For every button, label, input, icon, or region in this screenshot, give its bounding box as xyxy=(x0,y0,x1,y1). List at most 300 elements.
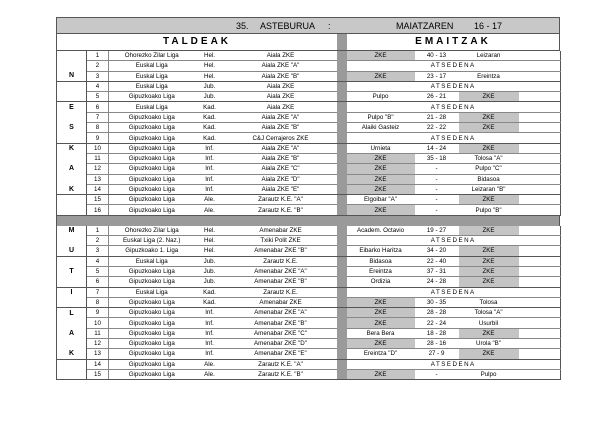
league-cell: Gipuzkoako Liga xyxy=(109,297,195,307)
score-cell: - xyxy=(415,369,459,379)
spacer-cell xyxy=(519,328,561,338)
team-cell: Aiala ZKE "B" xyxy=(225,153,337,163)
league-cell: Gipuzkoako Liga xyxy=(109,308,195,318)
rest-cell: ATSEDENA xyxy=(347,287,561,297)
score-cell: - xyxy=(415,184,459,194)
category-cell: Hel. xyxy=(195,51,225,61)
table-row xyxy=(57,184,561,194)
category-cell: Inf. xyxy=(195,328,225,338)
score-cell: - xyxy=(415,205,459,215)
separator-cell xyxy=(337,205,347,215)
header-colon: : xyxy=(328,20,331,31)
category-cell: Jub. xyxy=(195,277,225,287)
separator-cell xyxy=(337,339,347,349)
separator-cell xyxy=(337,51,347,61)
category-cell: Hel. xyxy=(195,71,225,81)
separator-cell xyxy=(337,92,347,102)
team-cell: Aiala ZKE "A" xyxy=(225,143,337,153)
team-cell: Aiala ZKE "D" xyxy=(225,174,337,184)
group-letter xyxy=(57,51,87,61)
spacer-cell xyxy=(519,297,561,307)
separator-cell xyxy=(337,256,347,266)
group-letter: A xyxy=(57,164,87,174)
score-cell: 28 - 28 xyxy=(415,308,459,318)
row-number: 10 xyxy=(87,143,109,153)
row-number: 3 xyxy=(87,71,109,81)
table-row xyxy=(57,287,561,297)
home-team-cell: ZKE xyxy=(347,205,415,215)
spacer-cell xyxy=(519,153,561,163)
separator-cell xyxy=(337,349,347,359)
league-cell: Gipuzkoako Liga xyxy=(109,318,195,328)
group-letter: A xyxy=(57,328,87,338)
spacer-cell xyxy=(519,51,561,61)
team-cell: Txiki Polit ZKE xyxy=(225,236,337,246)
group-letter xyxy=(57,369,87,379)
score-cell: 24 - 28 xyxy=(415,277,459,287)
team-cell: Amenabar ZKE "B" xyxy=(225,246,337,256)
separator-cell xyxy=(337,143,347,153)
away-team-cell: ZKE xyxy=(459,143,519,153)
team-cell: Zarautz K.E. "B" xyxy=(225,369,337,379)
home-team-cell: ZKE xyxy=(347,153,415,163)
week-header xyxy=(56,17,560,34)
team-cell: Amenabar ZKE "A" xyxy=(225,266,337,276)
league-cell: Gipuzkoako Liga xyxy=(109,369,195,379)
rest-cell: ATSEDENA xyxy=(347,81,561,91)
score-cell: 30 - 35 xyxy=(415,297,459,307)
month-label: MAIATZAREN xyxy=(396,20,454,31)
group-letter: I xyxy=(57,287,87,297)
score-cell: - xyxy=(415,164,459,174)
home-team-cell: ZKE xyxy=(347,71,415,81)
group-letter: L xyxy=(57,308,87,318)
league-cell: Gipuzkoako 1. Liga xyxy=(109,246,195,256)
table-row xyxy=(57,349,561,359)
row-number: 1 xyxy=(87,51,109,61)
team-cell: Amenabar ZKE "B" xyxy=(225,277,337,287)
group-letter xyxy=(57,81,87,91)
team-cell: Aiala ZKE xyxy=(225,81,337,91)
team-cell: Aiala ZKE "B" xyxy=(225,123,337,133)
table-row xyxy=(57,359,561,369)
team-cell: Amenabar ZKE xyxy=(225,297,337,307)
home-team-cell: ZKE xyxy=(347,308,415,318)
table-row xyxy=(57,256,561,266)
away-team-cell: ZKE xyxy=(459,123,519,133)
table-row xyxy=(57,226,561,236)
team-cell: Amenabar ZKE "D" xyxy=(225,339,337,349)
row-number: 8 xyxy=(87,123,109,133)
separator-cell xyxy=(337,297,347,307)
category-cell: Ale. xyxy=(195,205,225,215)
row-number: 12 xyxy=(87,164,109,174)
separator-cell xyxy=(337,71,347,81)
separator-cell xyxy=(337,308,347,318)
row-number: 7 xyxy=(87,287,109,297)
league-cell: Gipuzkoako Liga xyxy=(109,359,195,369)
row-number: 5 xyxy=(87,92,109,102)
league-cell: Gipuzkoako Liga xyxy=(109,277,195,287)
team-cell: Zarautz K.E. "A" xyxy=(225,359,337,369)
results-title: EMAITZAK xyxy=(415,36,491,47)
score-cell: 18 - 28 xyxy=(415,328,459,338)
home-team-cell: Bidasoa xyxy=(347,256,415,266)
home-team-cell: ZKE xyxy=(347,318,415,328)
team-cell: Zarautz K.E. xyxy=(225,256,337,266)
row-number: 4 xyxy=(87,81,109,91)
table-row xyxy=(57,102,561,112)
away-team-cell: Urola "B" xyxy=(459,339,519,349)
category-cell: Hel. xyxy=(195,226,225,236)
score-cell: 22 - 24 xyxy=(415,318,459,328)
row-number: 14 xyxy=(87,184,109,194)
separator-cell xyxy=(337,287,347,297)
league-cell: Gipuzkoako Liga xyxy=(109,328,195,338)
away-team-cell: ZKE xyxy=(459,349,519,359)
spacer-cell xyxy=(519,123,561,133)
category-cell: Jub. xyxy=(195,256,225,266)
team-cell: Aiala ZKE xyxy=(225,102,337,112)
league-cell: Euskal Liga xyxy=(109,61,195,71)
score-cell: 23 - 17 xyxy=(415,71,459,81)
home-team-cell: Alaiki Gasteiz xyxy=(347,123,415,133)
group-letter xyxy=(57,195,87,205)
spacer-cell xyxy=(519,143,561,153)
score-cell: - xyxy=(415,174,459,184)
separator-cell xyxy=(337,112,347,122)
home-team-cell: ZKE xyxy=(347,164,415,174)
team-cell: Amenabar ZKE "B" xyxy=(225,318,337,328)
row-number: 13 xyxy=(87,174,109,184)
score-cell: 40 - 13 xyxy=(415,51,459,61)
league-cell: Euskal Liga (2. Naz.) xyxy=(109,236,195,246)
league-cell: Gipuzkoako Liga xyxy=(109,339,195,349)
away-team-cell: ZKE xyxy=(459,256,519,266)
separator-cell xyxy=(337,328,347,338)
table-row xyxy=(57,236,561,246)
spacer-cell xyxy=(519,112,561,122)
group-letter xyxy=(57,256,87,266)
group-letter xyxy=(57,359,87,369)
home-team-cell: ZKE xyxy=(347,339,415,349)
row-number: 16 xyxy=(87,205,109,215)
group-letter xyxy=(57,339,87,349)
team-cell: Amenabar ZKE "C" xyxy=(225,328,337,338)
score-cell: - xyxy=(415,195,459,205)
separator-cell xyxy=(337,246,347,256)
separator-cell xyxy=(337,266,347,276)
separator-cell xyxy=(337,195,347,205)
table-row xyxy=(57,308,561,318)
spacer-cell xyxy=(519,184,561,194)
table-row xyxy=(57,297,561,307)
group-letter xyxy=(57,277,87,287)
category-cell: Ale. xyxy=(195,369,225,379)
group-letter: K xyxy=(57,184,87,194)
row-number: 6 xyxy=(87,102,109,112)
home-team-cell: Eibarko Haritza xyxy=(347,246,415,256)
table-row xyxy=(57,277,561,287)
away-team-cell: ZKE xyxy=(459,195,519,205)
row-number: 10 xyxy=(87,318,109,328)
league-cell: Gipuzkoako Liga xyxy=(109,112,195,122)
row-number: 13 xyxy=(87,349,109,359)
home-team-cell: ZKE xyxy=(347,369,415,379)
week-number: 35. xyxy=(236,20,249,31)
score-cell: 34 - 20 xyxy=(415,246,459,256)
team-cell: Aiala ZKE xyxy=(225,92,337,102)
group-letter: T xyxy=(57,266,87,276)
team-cell: Amenabar ZKE "A" xyxy=(225,308,337,318)
spacer-cell xyxy=(519,246,561,256)
group-letter xyxy=(57,112,87,122)
dates-label: 16 - 17 xyxy=(474,20,503,31)
away-team-cell: ZKE xyxy=(459,112,519,122)
spacer-cell xyxy=(519,71,561,81)
rest-cell: ATSEDENA xyxy=(347,61,561,71)
group-letter xyxy=(57,297,87,307)
away-team-cell: ZKE xyxy=(459,92,519,102)
away-team-cell: Pulpo xyxy=(459,369,519,379)
category-cell: Hel. xyxy=(195,61,225,71)
team-cell: Zarautz K.E. xyxy=(225,287,337,297)
table-row xyxy=(57,133,561,143)
group-letter xyxy=(57,318,87,328)
league-cell: Gipuzkoako Liga xyxy=(109,349,195,359)
category-cell: Jub. xyxy=(195,92,225,102)
score-cell: 27 - 9 xyxy=(415,349,459,359)
home-team-cell: ZKE xyxy=(347,51,415,61)
score-cell: 19 - 27 xyxy=(415,226,459,236)
separator-cell xyxy=(337,102,347,112)
row-number: 11 xyxy=(87,328,109,338)
home-team-cell: Pulpo "B" xyxy=(347,112,415,122)
teams-title: TALDEAK xyxy=(162,36,232,47)
league-cell: Gipuzkoako Liga xyxy=(109,153,195,163)
table-row xyxy=(57,328,561,338)
group-letter xyxy=(57,92,87,102)
category-cell: Kad. xyxy=(195,287,225,297)
separator-cell xyxy=(337,359,347,369)
rest-cell: ATSEDENA xyxy=(347,359,561,369)
team-cell: Aiala ZKE "A" xyxy=(225,112,337,122)
row-number: 12 xyxy=(87,339,109,349)
table-row xyxy=(57,318,561,328)
group-letter: K xyxy=(57,143,87,153)
table-row xyxy=(57,92,561,102)
row-number: 15 xyxy=(87,195,109,205)
spacer-cell xyxy=(519,266,561,276)
separator-cell xyxy=(337,153,347,163)
table-row xyxy=(57,246,561,256)
away-team-cell: Tolosa "A" xyxy=(459,308,519,318)
spacer-cell xyxy=(519,256,561,266)
score-cell: 28 - 16 xyxy=(415,339,459,349)
home-team-cell: Ordizia xyxy=(347,277,415,287)
category-cell: Kad. xyxy=(195,102,225,112)
category-cell: Inf. xyxy=(195,164,225,174)
separator-cell xyxy=(337,184,347,194)
league-cell: Gipuzkoako Liga xyxy=(109,123,195,133)
rest-cell: ATSEDENA xyxy=(347,102,561,112)
separator-cell xyxy=(337,164,347,174)
home-team-cell: Pulpo xyxy=(347,92,415,102)
team-cell: Aiala ZKE "B" xyxy=(225,71,337,81)
row-number: 15 xyxy=(87,369,109,379)
spacer-cell xyxy=(519,369,561,379)
team-cell: Aiala ZKE xyxy=(225,51,337,61)
spacer-cell xyxy=(519,277,561,287)
group-letter xyxy=(57,133,87,143)
group-letter xyxy=(57,174,87,184)
spacer-cell xyxy=(519,174,561,184)
league-cell: Gipuzkoako Liga xyxy=(109,133,195,143)
home-team-cell: Elgoibar "A" xyxy=(347,195,415,205)
spacer-cell xyxy=(519,164,561,174)
table-row xyxy=(57,71,561,81)
row-number: 6 xyxy=(87,277,109,287)
spacer-cell xyxy=(519,205,561,215)
home-team-cell: ZKE xyxy=(347,174,415,184)
league-cell: Euskal Liga xyxy=(109,102,195,112)
separator-cell xyxy=(337,61,347,71)
spacer-cell xyxy=(519,318,561,328)
group-letter: E xyxy=(57,102,87,112)
away-team-cell: Leizaran "B" xyxy=(459,184,519,194)
group-letter xyxy=(57,61,87,71)
results-table xyxy=(56,226,561,380)
category-cell: Inf. xyxy=(195,318,225,328)
away-team-cell: Usurbil xyxy=(459,318,519,328)
league-cell: Ohorezko Zilar Liga xyxy=(109,51,195,61)
league-cell: Euskal Liga xyxy=(109,287,195,297)
category-cell: Inf. xyxy=(195,143,225,153)
score-cell: 22 - 40 xyxy=(415,256,459,266)
table-row xyxy=(57,153,561,163)
home-team-cell: Urnieta xyxy=(347,143,415,153)
spacer-cell xyxy=(519,92,561,102)
category-cell: Ale. xyxy=(195,359,225,369)
table-row xyxy=(57,81,561,91)
table-row xyxy=(57,174,561,184)
away-team-cell: ZKE xyxy=(459,226,519,236)
team-cell: Zarautz K.E. "B" xyxy=(225,205,337,215)
week-label: ASTEBURUA xyxy=(260,20,316,31)
separator-cell xyxy=(337,318,347,328)
league-cell: Gipuzkoako Liga xyxy=(109,174,195,184)
home-team-cell: Ereintza xyxy=(347,266,415,276)
category-cell: Kad. xyxy=(195,133,225,143)
score-cell: 14 - 24 xyxy=(415,143,459,153)
row-number: 5 xyxy=(87,266,109,276)
row-number: 2 xyxy=(87,236,109,246)
separator-cell xyxy=(337,133,347,143)
team-cell: Amenabar ZKE xyxy=(225,226,337,236)
away-team-cell: Tolosa xyxy=(459,297,519,307)
category-cell: Kad. xyxy=(195,297,225,307)
separator-cell xyxy=(337,277,347,287)
team-cell: Aiala ZKE "C" xyxy=(225,164,337,174)
league-cell: Gipuzkoako Liga xyxy=(109,164,195,174)
league-cell: Gipuzkoako Liga xyxy=(109,266,195,276)
team-cell: C&J Cerrajeros ZKE xyxy=(225,133,337,143)
home-team-cell: ZKE xyxy=(347,184,415,194)
category-cell: Kad. xyxy=(195,112,225,122)
category-cell: Jub. xyxy=(195,81,225,91)
row-number: 4 xyxy=(87,256,109,266)
column-titles xyxy=(56,34,560,51)
category-cell: Hel. xyxy=(195,246,225,256)
away-team-cell: ZKE xyxy=(459,328,519,338)
row-number: 2 xyxy=(87,61,109,71)
group-letter: M xyxy=(57,226,87,236)
away-team-cell: Pulpo "C" xyxy=(459,164,519,174)
category-cell: Inf. xyxy=(195,339,225,349)
row-number: 9 xyxy=(87,308,109,318)
away-team-cell: Tolosa "A" xyxy=(459,153,519,163)
table-row xyxy=(57,339,561,349)
group-letter xyxy=(57,205,87,215)
category-cell: Inf. xyxy=(195,308,225,318)
group-letter: K xyxy=(57,349,87,359)
rest-cell: ATSEDENA xyxy=(347,236,561,246)
table-row xyxy=(57,205,561,215)
home-team-cell: ZKE xyxy=(347,297,415,307)
category-cell: Inf. xyxy=(195,153,225,163)
separator-cell xyxy=(337,81,347,91)
score-cell: 22 - 22 xyxy=(415,123,459,133)
score-cell: 21 - 28 xyxy=(415,112,459,122)
table-row xyxy=(57,143,561,153)
separator-cell xyxy=(337,174,347,184)
spacer-cell xyxy=(519,308,561,318)
section-divider xyxy=(56,216,560,226)
away-team-cell: Leizaran xyxy=(459,51,519,61)
away-team-cell: ZKE xyxy=(459,266,519,276)
team-cell: Aiala ZKE "E" xyxy=(225,184,337,194)
league-cell: Gipuzkoako Liga xyxy=(109,184,195,194)
table-row xyxy=(57,112,561,122)
score-cell: 35 - 18 xyxy=(415,153,459,163)
team-cell: Amenabar ZKE "E" xyxy=(225,349,337,359)
row-number: 7 xyxy=(87,112,109,122)
league-cell: Gipuzkoako Liga xyxy=(109,195,195,205)
home-team-cell: Bera Bera xyxy=(347,328,415,338)
league-cell: Euskal Liga xyxy=(109,71,195,81)
separator-cell xyxy=(337,226,347,236)
category-cell: Ale. xyxy=(195,195,225,205)
league-cell: Ohorezko Zilar Liga xyxy=(109,226,195,236)
team-cell: Zarautz K.E. "A" xyxy=(225,195,337,205)
table-row xyxy=(57,61,561,71)
row-number: 14 xyxy=(87,359,109,369)
away-team-cell: Ereintza xyxy=(459,71,519,81)
score-cell: 26 - 21 xyxy=(415,92,459,102)
score-cell: 37 - 31 xyxy=(415,266,459,276)
results-table xyxy=(56,51,561,216)
row-number: 9 xyxy=(87,133,109,143)
row-number: 3 xyxy=(87,246,109,256)
table-row xyxy=(57,195,561,205)
away-team-cell: Pulpo "B" xyxy=(459,205,519,215)
group-letter xyxy=(57,236,87,246)
spacer-cell xyxy=(519,226,561,236)
team-cell: Aiala ZKE "A" xyxy=(225,61,337,71)
away-team-cell: ZKE xyxy=(459,246,519,256)
league-cell: Euskal Liga xyxy=(109,256,195,266)
column-separator xyxy=(337,34,347,50)
